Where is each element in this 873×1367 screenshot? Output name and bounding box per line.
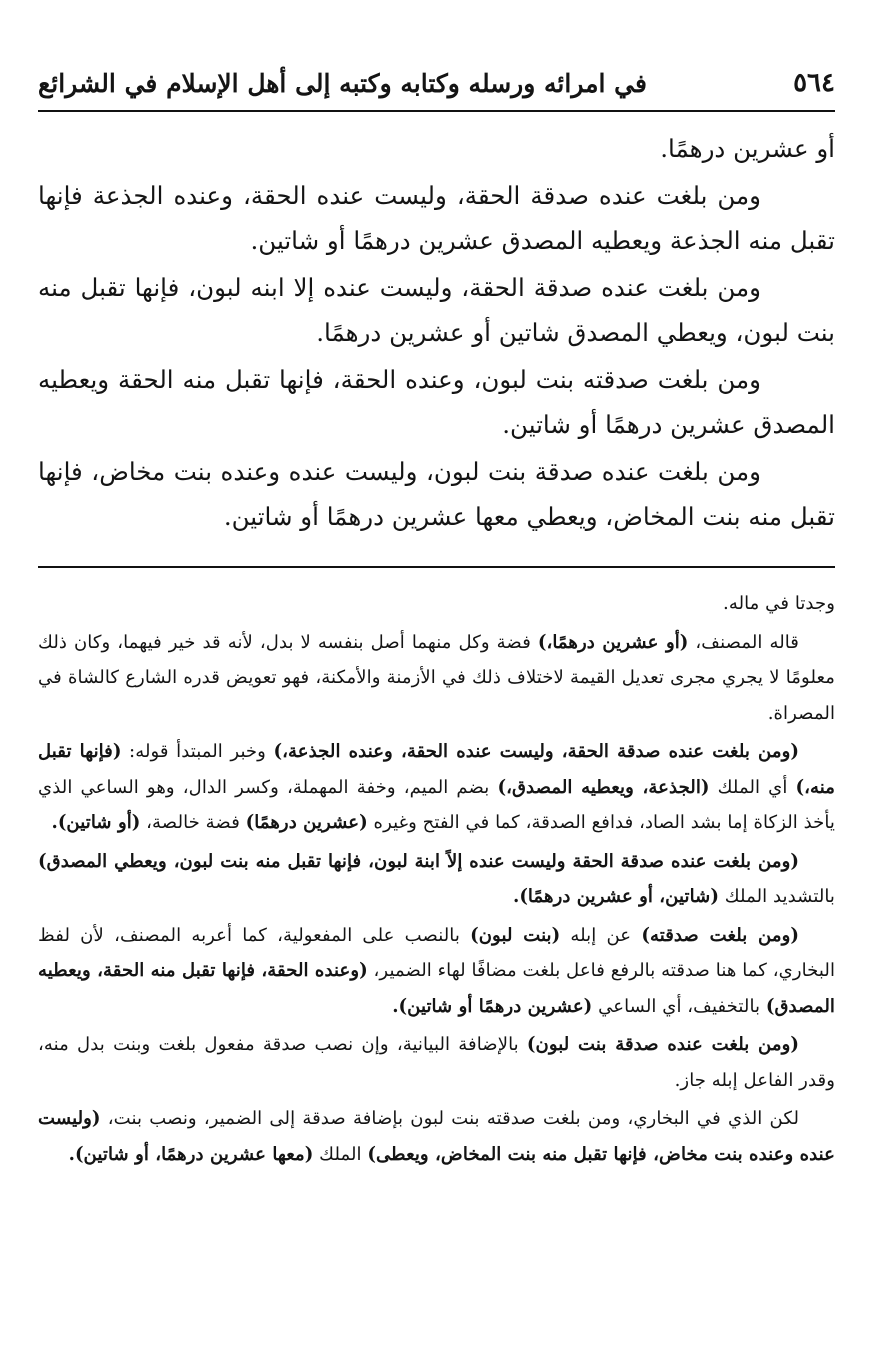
note-text: وجدتا في ماله. xyxy=(723,593,835,614)
note-paragraph xyxy=(38,1101,835,1172)
quoted-text: (وليست عنده وعنده بنت مخاض، فإنها تقبل منه بنت المخاض، ويعطى) xyxy=(38,1108,835,1165)
header-rule xyxy=(38,110,835,112)
note-paragraph xyxy=(38,625,835,732)
note-paragraph xyxy=(38,844,835,915)
quoted-text: (بنت لبون) xyxy=(470,924,561,946)
note-text: بالإضافة البيانية، وإن نصب صدقة مفعول بلغت وبنت بدل منه، وقدر الفاعل إبله جاز. xyxy=(38,1034,835,1091)
quoted-text: (ومن بلغت عنده صدقة الحقة وليست عنده إلاً ابنة لبون، فإنها تقبل منه بنت لبون، ويعطي المصدق) xyxy=(38,850,799,872)
quoted-text: (الجذعة، ويعطيه المصدق،) xyxy=(497,776,710,798)
footnote-separator xyxy=(38,566,835,568)
main-paragraph: ومن بلغت صدقته بنت لبون، وعنده الحقة، فإنها تقبل منه الحقة ويعطيه المصدق عشرين درهمًا أو شاتين. xyxy=(38,365,835,439)
quoted-text: (معها عشرين درهمًا، أو شاتين). xyxy=(68,1143,314,1165)
quoted-text: (فإنها تقبل منه،) xyxy=(38,741,836,798)
main-paragraph: ومن بلغت عنده صدقة بنت لبون، وليست عنده وعنده بنت مخاض، فإنها تقبل منه بنت المخاض، ويعطي معها عشرين درهمًا أو شاتين. xyxy=(38,457,835,531)
note-text: الملك xyxy=(313,1143,368,1165)
page-number: ٥٦٤ xyxy=(793,68,835,98)
quoted-text: (عشرين درهمًا) xyxy=(245,812,368,833)
note-text: بالنصب على المفعولية، كما أعربه المصنف، لأن لفظ البخاري، كما هنا صدقته بالرفع فاعل بلغت مضافًا لهاء الضمير، xyxy=(38,924,835,981)
quoted-text: (ومن بلغت عنده صدقة بنت لبون) xyxy=(526,1034,800,1055)
page-header xyxy=(38,58,835,108)
quoted-text: (عشرين درهمًا أو شاتين). xyxy=(392,995,593,1017)
note-paragraph xyxy=(38,586,835,622)
quoted-text: (ومن بلغت عنده صدقة الحقة، وليست عنده الحقة، وعنده الجذعة،) xyxy=(273,741,800,762)
note-text: لكن الذي في البخاري، ومن بلغت صدقته بنت لبون بإضافة صدقة إلى الضمير، ونصب بنت، xyxy=(100,1108,799,1129)
running-title: في امرائه ورسله وكتابه وكتبه إلى أهل الإسلام في الشرائع xyxy=(38,68,647,98)
quoted-text: (شاتين، أو عشرين درهمًا). xyxy=(512,886,719,907)
main-paragraph: أو عشرين درهمًا. xyxy=(660,134,835,163)
main-paragraph: ومن بلغت عنده صدقة الحقة، وليست عنده الحقة، وعنده الجذعة فإنها تقبل منه الجذعة ويعطيه المصدق عشرين درهمًا أو شاتين. xyxy=(38,181,835,255)
commentary xyxy=(38,586,835,1175)
note-paragraph xyxy=(38,1027,835,1098)
note-text: بضم الميم، وخفة المهملة، وكسر الدال، وهو الساعي الذي يأخذ الزكاة إما بشد الصاد، فدافع الصدقة، كما في الفتح وغيره xyxy=(38,776,835,833)
note-text: قاله المصنف، xyxy=(688,631,799,653)
note-text: وخبر المبتدأ قوله: xyxy=(121,741,274,762)
quoted-text: (ومن بلغت صدقته) xyxy=(641,924,800,946)
note-paragraph xyxy=(38,734,835,841)
note-text: عن إبله xyxy=(560,924,642,946)
note-text: بالتخفيف، أي الساعي xyxy=(592,995,766,1017)
quoted-text: (وعنده الحقة، فإنها تقبل منه الحقة، ويعطيه المصدق) xyxy=(38,960,835,1017)
quoted-text: (أو عشرين درهمًا،) xyxy=(537,631,689,653)
note-text: أي الملك xyxy=(709,776,796,798)
main-paragraph: ومن بلغت عنده صدقة الحقة، وليست عنده إلا ابنه لبون، فإنها تقبل منه بنت لبون، ويعطي المصدق شاتين أو عشرين درهمًا. xyxy=(38,273,835,347)
quoted-text: (أو شاتين). xyxy=(51,812,141,833)
note-text: فضة وكل منهما أصل بنفسه لا بدل، لأنه قد خير فيهما، وكان ذلك معلومًا لا يجري مجرى تعديل القيمة لاختلاف ذلك في الأزمنة والأمكنة، فهو تعويض قدره الشارع كالشاة في المصراة. xyxy=(38,631,835,724)
note-text: فضة خالصة، xyxy=(140,812,246,833)
main-text xyxy=(38,126,835,541)
note-paragraph xyxy=(38,918,835,1025)
note-text: بالتشديد الملك xyxy=(718,886,835,907)
